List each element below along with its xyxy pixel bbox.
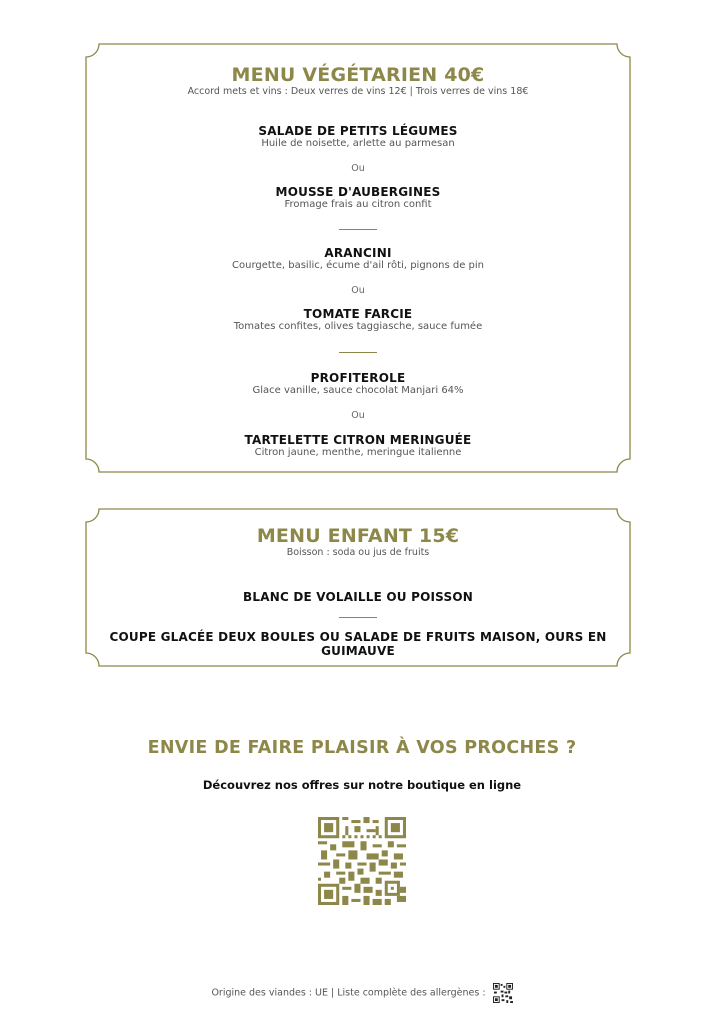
- kids-menu-card: [85, 508, 631, 667]
- dish-description: Glace vanille, sauce chocolat Manjari 64%: [252, 385, 464, 396]
- kids-dessert: COUPE GLACÉE DEUX BOULES OU SALADE DE FRUITS MAISON, OURS EN GUIMAUVE: [109, 630, 607, 658]
- promo-subtitle: Découvrez nos offres sur notre boutique en ligne: [202, 778, 522, 792]
- dish-description: Fromage frais au citron confit: [284, 199, 432, 210]
- wine-pairing: Accord mets et vins : Deux verres de vins 12€ | Trois verres de vins 18€: [187, 86, 529, 97]
- dish-description: Citron jaune, menthe, meringue italienne: [254, 447, 462, 458]
- qr-code-icon[interactable]: [318, 817, 406, 905]
- dish-name: TARTELETTE CITRON MERINGUÉE: [244, 433, 472, 447]
- kids-drink: Boisson : soda ou jus de fruits: [286, 547, 430, 558]
- course-separator: [339, 352, 377, 353]
- or-label: Ou: [351, 163, 365, 174]
- allergen-qr-icon[interactable]: [493, 983, 513, 1003]
- dish-description: Huile de noisette, arlette au parmesan: [261, 138, 455, 149]
- dish-name: TOMATE FARCIE: [303, 307, 413, 321]
- footer-text: Origine des viandes : UE | Liste complète des allergènes :: [211, 987, 486, 999]
- dish-name: MOUSSE D'AUBERGINES: [275, 185, 441, 199]
- or-label: Ou: [351, 410, 365, 421]
- dish-description: Courgette, basilic, écume d'ail rôti, pignons de pin: [232, 260, 484, 271]
- vegetarian-menu-title: MENU VÉGÉTARIEN 40€: [231, 64, 485, 86]
- course-separator: [339, 229, 377, 230]
- dish-description: Tomates confites, olives taggiasche, sauce fumée: [233, 321, 483, 332]
- kids-menu-title: MENU ENFANT 15€: [256, 525, 460, 547]
- dish-name: SALADE DE PETITS LÉGUMES: [258, 124, 458, 138]
- dish-name: PROFITEROLE: [310, 371, 406, 385]
- course-separator: [339, 617, 377, 618]
- dish-name: ARANCINI: [324, 246, 392, 260]
- kids-main-dish: BLANC DE VOLAILLE OU POISSON: [243, 590, 473, 604]
- or-label: Ou: [351, 285, 365, 296]
- vegetarian-menu-card: [85, 43, 631, 473]
- promo-title: ENVIE DE FAIRE PLAISIR À VOS PROCHES ?: [147, 738, 577, 758]
- footer: [0, 983, 724, 1003]
